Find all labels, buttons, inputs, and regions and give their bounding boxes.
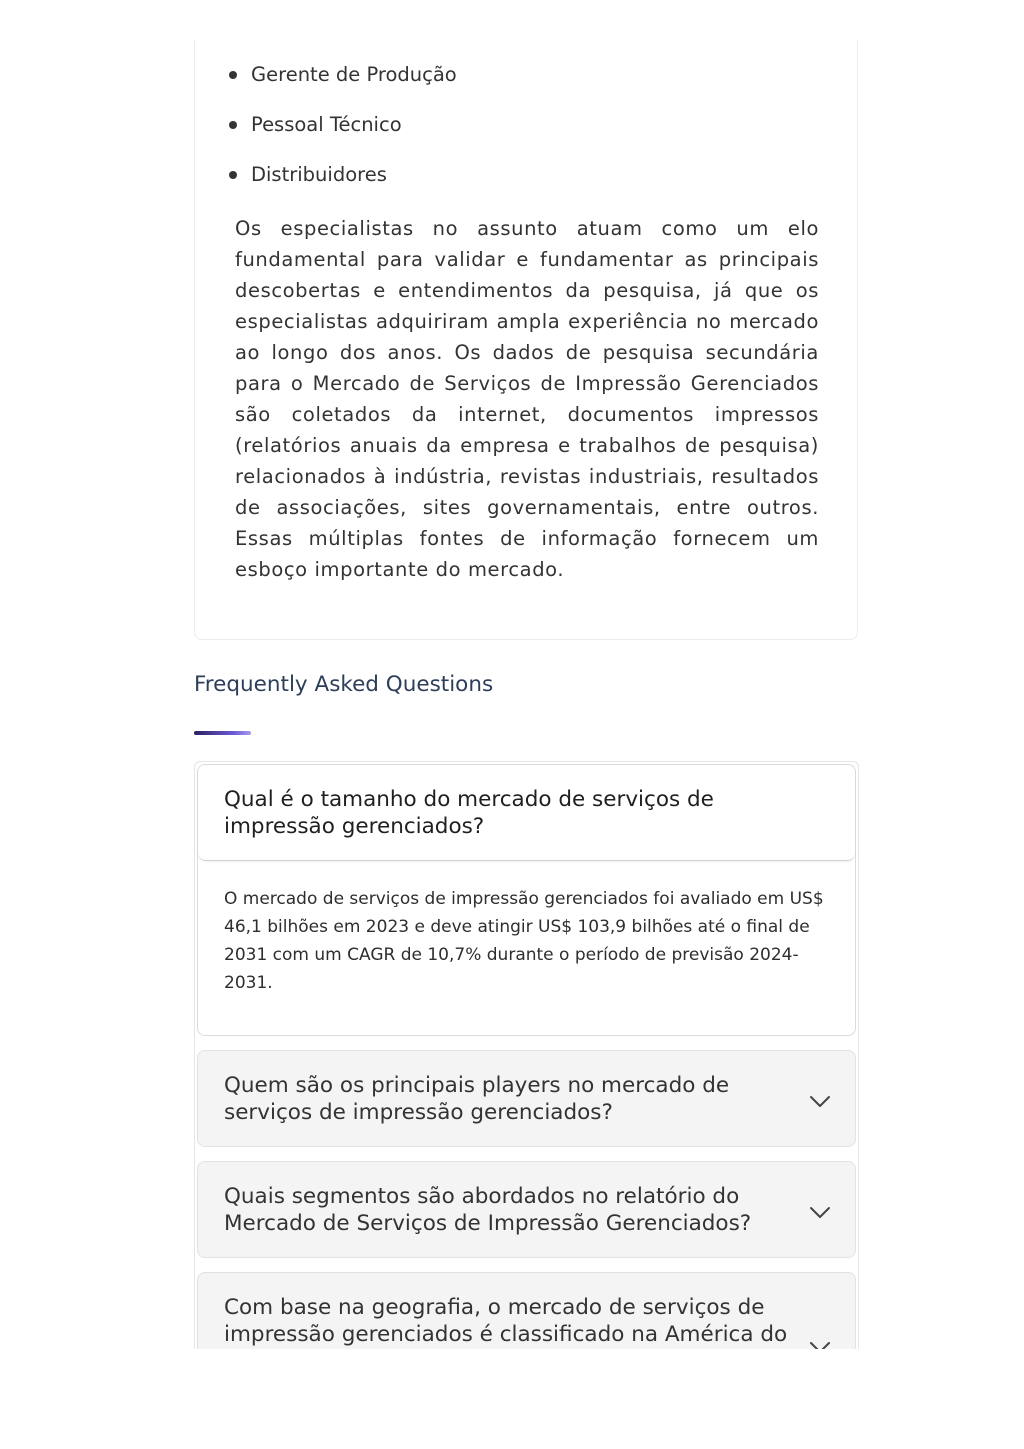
faq-question: Qual é o tamanho do mercado de serviços de impressão gerenciados? (224, 787, 714, 839)
list-item-label: Gerente de Produção (251, 63, 457, 86)
faq-question: Com base na geografia, o mercado de serviços de impressão gerenciados é classificado na América do (224, 1295, 788, 1347)
list-item-label: Distribuidores (251, 163, 387, 186)
bullet-icon (229, 121, 237, 129)
faq-accordion (194, 761, 859, 1349)
faq-item-collapsed[interactable] (197, 1161, 856, 1258)
faq-question: Quem são os principais players no mercado de serviços de impressão gerenciados? (224, 1073, 730, 1125)
faq-heading-underline (194, 731, 251, 735)
bullet-icon (229, 71, 237, 79)
faq-question: Quais segmentos são abordados no relatório do Mercado de Serviços de Impressão Gerenciados? (224, 1184, 752, 1236)
faq-answer: O mercado de serviços de impressão gerenciados foi avaliado em US$ 46,1 bilhões em 2023 e deve atingir US$ 103,9 bilhões até o final de 2031 com um CAGR de 10,7% durante o período de previsão 2024-2031. (224, 889, 824, 993)
faq-item-collapsed[interactable] (197, 1050, 856, 1147)
chevron-down-icon[interactable] (809, 1205, 831, 1219)
chevron-down-icon[interactable] (809, 1340, 831, 1349)
faq-item-expanded (197, 764, 856, 1036)
faq-item-collapsed[interactable] (197, 1272, 856, 1349)
methodology-paragraph: Os especialistas no assunto atuam como um elo fundamental para validar e fundamentar as principais descobertas e entendimentos da pesquisa, já que os especialistas adquiriram ampla experiência no mercado ao longo dos anos. Os dados de pesquisa secundária para o Mercado de Serviços de Impressão Gerenciados são coletados da internet, documentos impressos (relatórios anuais da empresa e trabalhos de pesquisa) relacionados à indústria, revistas industriais, resultados de associações, sites governamentais, entre outros. Essas múltiplas fontes de informação fornecem um esboço importante do mercado. (235, 217, 819, 581)
list-item-label: Pessoal Técnico (251, 113, 402, 136)
methodology-card (194, 40, 858, 640)
bullet-icon (229, 171, 237, 179)
faq-heading: Frequently Asked Questions (194, 672, 494, 697)
list-item (251, 62, 457, 88)
list-item (251, 112, 402, 138)
faq-question-header[interactable] (198, 765, 855, 861)
list-item (251, 162, 387, 188)
chevron-down-icon[interactable] (809, 1094, 831, 1108)
